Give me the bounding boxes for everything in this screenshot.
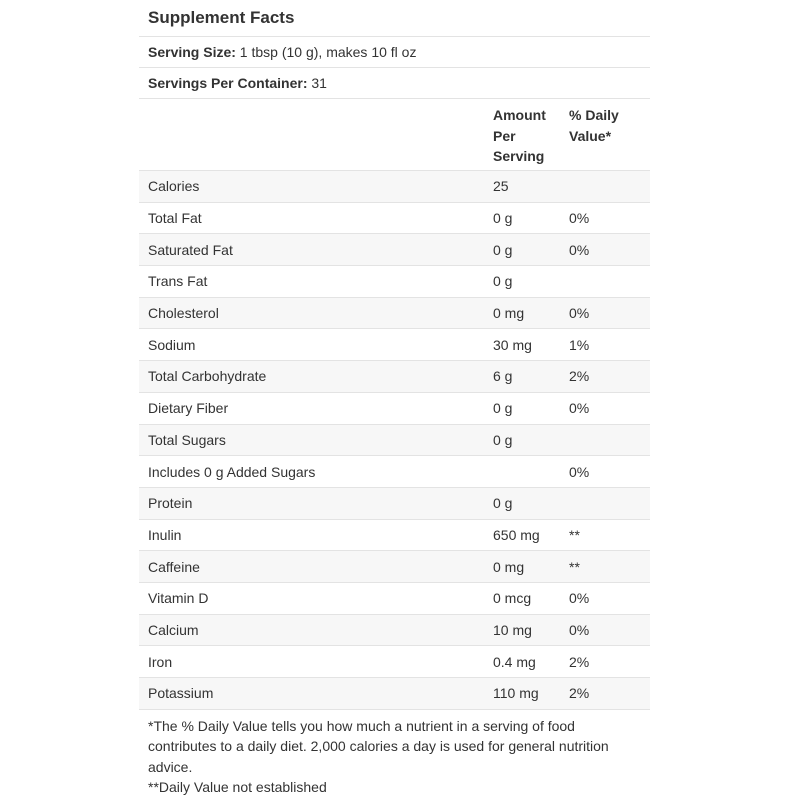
table-row <box>139 520 650 552</box>
nutrient-name: Includes 0 g Added Sugars <box>148 463 316 480</box>
nutrient-name: Total Fat <box>148 210 202 227</box>
table-row <box>139 234 650 266</box>
nutrient-daily-value: 0% <box>569 621 590 638</box>
nutrient-daily-value: 0% <box>569 400 590 417</box>
nutrient-name: Dietary Fiber <box>148 400 229 417</box>
panel-title: Supplement Facts <box>148 8 295 27</box>
nutrient-amount: 25 <box>493 178 509 195</box>
nutrient-name: Calcium <box>148 621 199 638</box>
nutrient-name: Total Sugars <box>148 431 226 448</box>
nutrient-amount: 650 mg <box>493 526 540 543</box>
nutrient-amount: 10 mg <box>493 621 532 638</box>
nutrient-name: Calories <box>148 178 200 195</box>
nutrient-amount: 110 mg <box>493 685 539 702</box>
nutrient-daily-value: 2% <box>569 685 590 702</box>
nutrient-daily-value: ** <box>569 558 580 575</box>
nutrient-name: Cholesterol <box>148 305 219 322</box>
nutrient-daily-value: 0% <box>569 210 590 227</box>
table-row <box>139 615 650 647</box>
nutrient-name: Total Carbohydrate <box>148 368 267 385</box>
table-row <box>139 425 650 457</box>
nutrient-name: Inulin <box>148 526 182 543</box>
table-row <box>139 361 650 393</box>
column-header-dv-line: % Daily <box>569 107 619 123</box>
nutrient-name: Trans Fat <box>148 273 208 290</box>
table-row <box>139 298 650 330</box>
serving-size-row <box>139 37 650 68</box>
nutrient-daily-value: 0% <box>569 305 590 322</box>
daily-value-footnote: *The % Daily Value tells you how much a nutrient in a serving of food contributes to a daily diet. 2,000 calories a day is used for general nutrition advice. <box>148 717 609 775</box>
nutrient-daily-value: 2% <box>569 368 590 385</box>
table-row <box>139 488 650 520</box>
table-row <box>139 551 650 583</box>
nutrient-amount: 0 g <box>493 400 513 417</box>
column-header-dv-line: Value* <box>569 127 612 144</box>
nutrient-daily-value: 1% <box>569 336 590 353</box>
nutrient-amount: 0.4 mg <box>493 653 536 670</box>
servings-per-container-label: Servings Per Container: <box>148 75 308 91</box>
nutrient-name: Protein <box>148 495 193 512</box>
nutrient-amount: 0 mcg <box>493 590 532 607</box>
serving-size-label: Serving Size: <box>148 44 236 60</box>
nutrient-name: Vitamin D <box>148 590 209 607</box>
column-header-amount <box>493 105 569 170</box>
servings-per-container-row <box>139 68 650 99</box>
nutrient-amount: 6 g <box>493 368 513 385</box>
column-header-daily-value <box>569 105 650 170</box>
table-row <box>139 171 650 203</box>
table-row <box>139 203 650 235</box>
column-header-row <box>139 99 650 171</box>
nutrient-name: Saturated Fat <box>148 241 233 258</box>
nutrient-name: Iron <box>148 653 173 670</box>
table-row <box>139 393 650 425</box>
column-header-amount-line: Amount <box>493 107 546 123</box>
table-row <box>139 456 650 488</box>
footnotes <box>139 710 650 798</box>
nutrient-amount: 0 mg <box>493 558 525 575</box>
nutrient-daily-value: 0% <box>569 463 590 480</box>
nutrient-daily-value: 0% <box>569 241 590 258</box>
nutrient-amount: 0 g <box>493 431 513 448</box>
table-row <box>139 266 650 298</box>
nutrient-amount: 0 g <box>493 273 513 290</box>
column-header-blank <box>139 105 493 170</box>
nutrient-amount: 0 mg <box>493 305 525 322</box>
table-row <box>139 678 650 710</box>
column-header-amount-line: Per <box>493 127 516 144</box>
servings-per-container-value: 31 <box>307 75 327 91</box>
supplement-facts-panel <box>139 0 650 798</box>
nutrient-amount: 0 g <box>493 241 513 258</box>
serving-size-value: 1 tbsp (10 g), makes 10 fl oz <box>235 44 417 60</box>
nutrient-name: Caffeine <box>148 558 200 575</box>
table-row <box>139 329 650 361</box>
title-row <box>139 0 650 37</box>
table-row <box>139 646 650 678</box>
column-header-amount-line: Serving <box>493 148 545 164</box>
nutrient-amount: 0 g <box>493 210 513 227</box>
nutrient-name: Potassium <box>148 685 214 702</box>
nutrient-rows <box>139 171 650 710</box>
nutrient-daily-value: 2% <box>569 653 590 670</box>
not-established-footnote: **Daily Value not established <box>148 779 327 796</box>
table-row <box>139 583 650 615</box>
nutrient-amount: 30 mg <box>493 336 532 353</box>
nutrient-amount: 0 g <box>493 495 513 512</box>
nutrient-daily-value: ** <box>569 526 580 543</box>
nutrient-daily-value: 0% <box>569 590 590 607</box>
nutrient-name: Sodium <box>148 336 196 353</box>
